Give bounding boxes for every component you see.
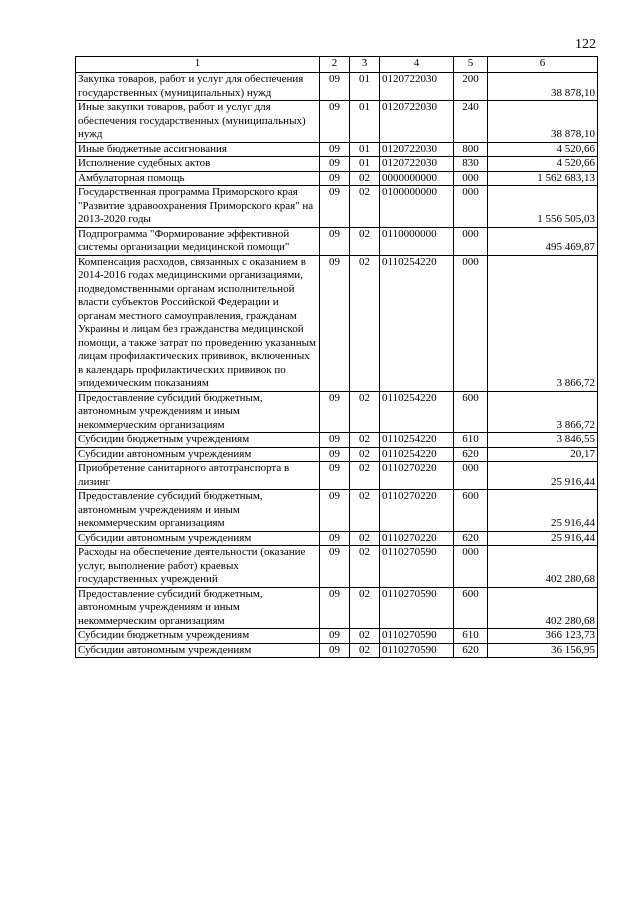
row-section-cell: 09 — [320, 490, 350, 532]
row-expense-type-cell: 000 — [454, 186, 488, 228]
row-target-article-cell: 0110254220 — [380, 433, 454, 448]
row-subsection-cell: 02 — [350, 186, 380, 228]
table-row — [76, 531, 598, 546]
page-number: 122 — [575, 37, 596, 52]
row-subsection-cell: 02 — [350, 643, 380, 658]
row-amount-cell: 38 878,10 — [488, 101, 598, 143]
row-name-cell: Расходы на обеспечение деятельности (оказание услуг, выполнение работ) краевых государственных учреждений — [76, 546, 320, 588]
row-name-cell: Иные закупки товаров, работ и услуг для обеспечения государственных (муниципальных) нужд — [76, 101, 320, 143]
row-expense-type-cell: 620 — [454, 447, 488, 462]
row-name-cell: Субсидии автономным учреждениям — [76, 643, 320, 658]
table-row — [76, 433, 598, 448]
table-row — [76, 462, 598, 490]
table-row — [76, 546, 598, 588]
row-amount-cell: 3 846,55 — [488, 433, 598, 448]
table-row — [76, 391, 598, 433]
row-subsection-cell: 02 — [350, 587, 380, 629]
row-amount-cell: 25 916,44 — [488, 490, 598, 532]
table-row — [76, 157, 598, 172]
row-amount-cell: 495 469,87 — [488, 227, 598, 255]
table-row — [76, 73, 598, 101]
row-section-cell: 09 — [320, 255, 350, 391]
row-amount-cell: 4 520,66 — [488, 142, 598, 157]
row-section-cell: 09 — [320, 462, 350, 490]
row-name-cell: Субсидии бюджетным учреждениям — [76, 433, 320, 448]
row-expense-type-cell: 200 — [454, 73, 488, 101]
table-row — [76, 587, 598, 629]
row-subsection-cell: 02 — [350, 255, 380, 391]
row-target-article-cell: 0120722030 — [380, 73, 454, 101]
row-expense-type-cell: 000 — [454, 227, 488, 255]
row-name-cell: Субсидии бюджетным учреждениям — [76, 629, 320, 644]
row-section-cell: 09 — [320, 227, 350, 255]
row-section-cell: 09 — [320, 643, 350, 658]
header-col-2: 2 — [320, 57, 350, 73]
table-row — [76, 142, 598, 157]
row-target-article-cell: 0120722030 — [380, 101, 454, 143]
row-amount-cell: 36 156,95 — [488, 643, 598, 658]
table-row — [76, 227, 598, 255]
row-subsection-cell: 01 — [350, 142, 380, 157]
row-target-article-cell: 0110270220 — [380, 490, 454, 532]
row-amount-cell: 38 878,10 — [488, 73, 598, 101]
table-row — [76, 643, 598, 658]
row-target-article-cell: 0110270220 — [380, 462, 454, 490]
row-section-cell: 09 — [320, 587, 350, 629]
row-subsection-cell: 02 — [350, 546, 380, 588]
table-row — [76, 447, 598, 462]
row-expense-type-cell: 000 — [454, 462, 488, 490]
row-target-article-cell: 0110254220 — [380, 255, 454, 391]
row-amount-cell: 1 556 505,03 — [488, 186, 598, 228]
row-amount-cell: 3 866,72 — [488, 255, 598, 391]
row-subsection-cell: 02 — [350, 490, 380, 532]
row-section-cell: 09 — [320, 433, 350, 448]
row-subsection-cell: 02 — [350, 171, 380, 186]
row-name-cell: Предоставление субсидий бюджетным, автономным учреждениям и иным некоммерческим организациям — [76, 391, 320, 433]
table-row — [76, 186, 598, 228]
header-row — [76, 57, 598, 73]
row-amount-cell: 3 866,72 — [488, 391, 598, 433]
row-expense-type-cell: 600 — [454, 587, 488, 629]
row-expense-type-cell: 000 — [454, 255, 488, 391]
row-expense-type-cell: 600 — [454, 391, 488, 433]
row-subsection-cell: 01 — [350, 101, 380, 143]
row-amount-cell: 20,17 — [488, 447, 598, 462]
row-name-cell: Приобретение санитарного автотранспорта в лизинг — [76, 462, 320, 490]
header-col-1: 1 — [76, 57, 320, 73]
row-expense-type-cell: 830 — [454, 157, 488, 172]
row-expense-type-cell: 600 — [454, 490, 488, 532]
row-expense-type-cell: 620 — [454, 531, 488, 546]
row-name-cell: Амбулаторная помощь — [76, 171, 320, 186]
row-expense-type-cell: 800 — [454, 142, 488, 157]
row-section-cell: 09 — [320, 629, 350, 644]
row-target-article-cell: 0110270590 — [380, 643, 454, 658]
row-name-cell: Подпрограмма "Формирование эффективной системы организации медицинской помощи" — [76, 227, 320, 255]
row-subsection-cell: 01 — [350, 157, 380, 172]
row-subsection-cell: 02 — [350, 531, 380, 546]
table-row — [76, 255, 598, 391]
row-section-cell: 09 — [320, 186, 350, 228]
row-subsection-cell: 02 — [350, 433, 380, 448]
row-target-article-cell: 0110270590 — [380, 587, 454, 629]
row-target-article-cell: 0110270590 — [380, 629, 454, 644]
row-section-cell: 09 — [320, 73, 350, 101]
table-row — [76, 101, 598, 143]
row-section-cell: 09 — [320, 101, 350, 143]
row-amount-cell: 25 916,44 — [488, 462, 598, 490]
row-expense-type-cell: 620 — [454, 643, 488, 658]
row-name-cell: Субсидии автономным учреждениям — [76, 447, 320, 462]
row-expense-type-cell: 000 — [454, 171, 488, 186]
row-target-article-cell: 0100000000 — [380, 186, 454, 228]
row-target-article-cell: 0110270220 — [380, 531, 454, 546]
row-subsection-cell: 01 — [350, 73, 380, 101]
row-name-cell: Компенсация расходов, связанных с оказанием в 2014-2016 годах медицинскими организациями, подведомственными органам исполнительной власти субъектов Российской Федерации и органам местного самоуправления, гражданам Украины и лицам без гражданства медицинской помощи, а также затрат по проведению указанным лицам профилактических прививок, включенных в календарь профилактических прививок по эпидемическим показаниям — [76, 255, 320, 391]
row-section-cell: 09 — [320, 391, 350, 433]
row-amount-cell: 402 280,68 — [488, 587, 598, 629]
row-section-cell: 09 — [320, 142, 350, 157]
table-row — [76, 629, 598, 644]
row-subsection-cell: 02 — [350, 447, 380, 462]
row-section-cell: 09 — [320, 531, 350, 546]
row-subsection-cell: 02 — [350, 462, 380, 490]
row-expense-type-cell: 000 — [454, 546, 488, 588]
row-section-cell: 09 — [320, 447, 350, 462]
row-amount-cell: 402 280,68 — [488, 546, 598, 588]
row-expense-type-cell: 610 — [454, 433, 488, 448]
header-col-4: 4 — [380, 57, 454, 73]
header-col-6: 6 — [488, 57, 598, 73]
row-target-article-cell: 0110270590 — [380, 546, 454, 588]
row-subsection-cell: 02 — [350, 391, 380, 433]
row-target-article-cell: 0110254220 — [380, 391, 454, 433]
row-amount-cell: 25 916,44 — [488, 531, 598, 546]
row-target-article-cell: 0110254220 — [380, 447, 454, 462]
row-expense-type-cell: 610 — [454, 629, 488, 644]
row-expense-type-cell: 240 — [454, 101, 488, 143]
header-col-3: 3 — [350, 57, 380, 73]
row-section-cell: 09 — [320, 171, 350, 186]
row-subsection-cell: 02 — [350, 629, 380, 644]
row-name-cell: Субсидии автономным учреждениям — [76, 531, 320, 546]
row-subsection-cell: 02 — [350, 227, 380, 255]
row-name-cell: Государственная программа Приморского края "Развитие здравоохранения Приморского края" на 2013-2020 годы — [76, 186, 320, 228]
row-section-cell: 09 — [320, 546, 350, 588]
row-target-article-cell: 0110000000 — [380, 227, 454, 255]
row-name-cell: Предоставление субсидий бюджетным, автономным учреждениям и иным некоммерческим организациям — [76, 587, 320, 629]
row-name-cell: Закупка товаров, работ и услуг для обеспечения государственных (муниципальных) нужд — [76, 73, 320, 101]
row-section-cell: 09 — [320, 157, 350, 172]
row-target-article-cell: 0120722030 — [380, 142, 454, 157]
header-col-5: 5 — [454, 57, 488, 73]
row-target-article-cell: 0120722030 — [380, 157, 454, 172]
row-name-cell: Исполнение судебных актов — [76, 157, 320, 172]
table-row — [76, 171, 598, 186]
row-name-cell: Иные бюджетные ассигнования — [76, 142, 320, 157]
row-amount-cell: 4 520,66 — [488, 157, 598, 172]
table-row — [76, 490, 598, 532]
row-target-article-cell: 0000000000 — [380, 171, 454, 186]
row-name-cell: Предоставление субсидий бюджетным, автономным учреждениям и иным некоммерческим организациям — [76, 490, 320, 532]
row-amount-cell: 1 562 683,13 — [488, 171, 598, 186]
row-amount-cell: 366 123,73 — [488, 629, 598, 644]
budget-table — [75, 56, 598, 658]
